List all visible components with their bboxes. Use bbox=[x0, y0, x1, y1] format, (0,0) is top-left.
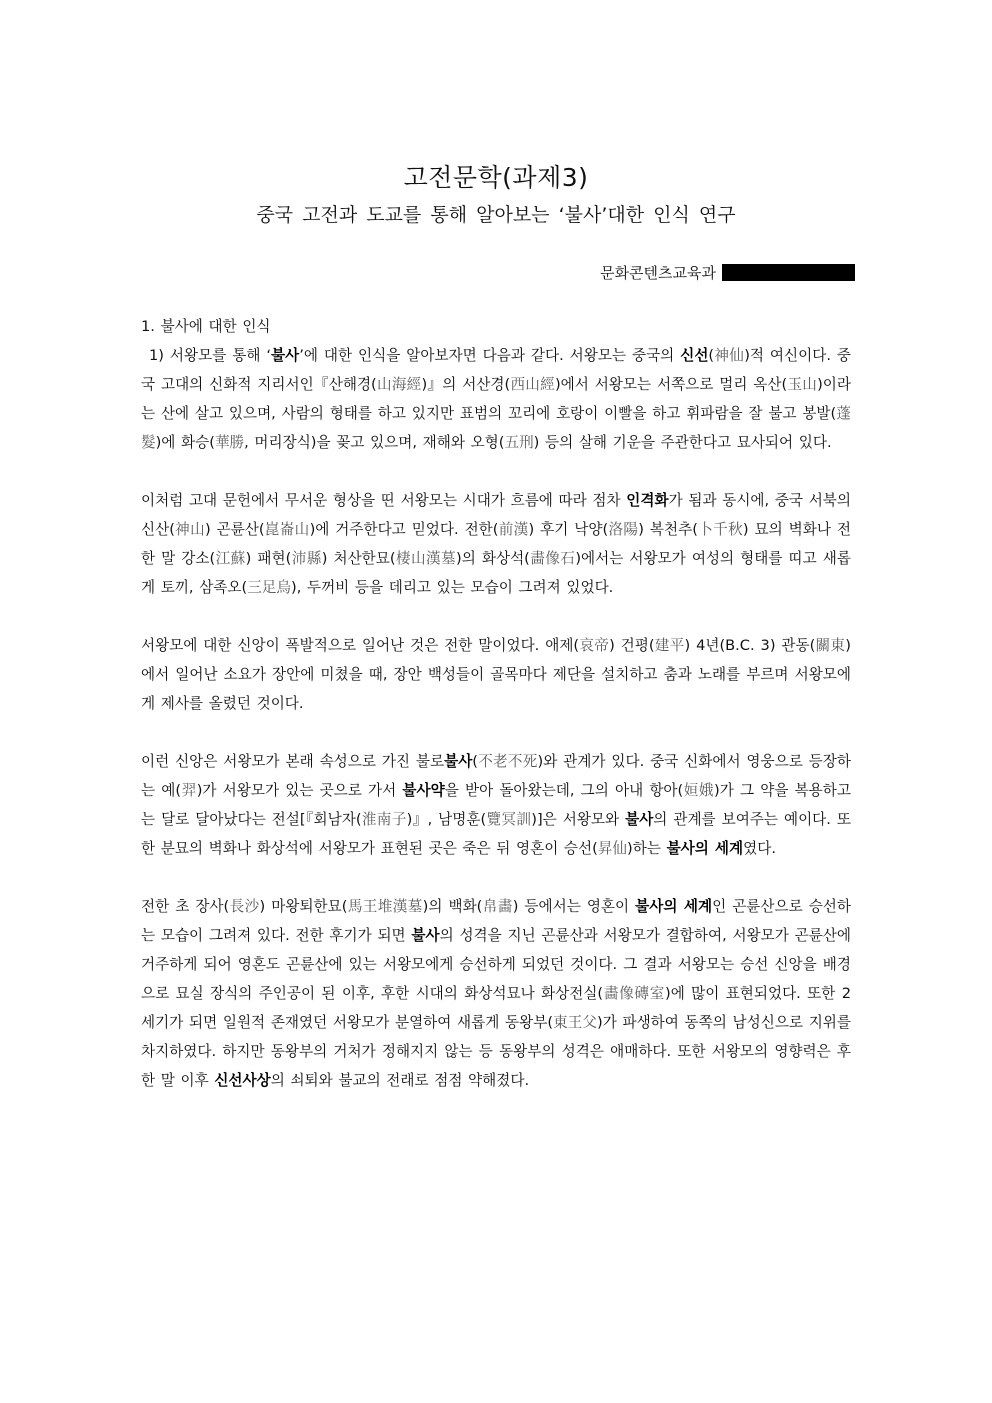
author-department: 문화콘텐츠교육과 bbox=[600, 263, 716, 282]
paragraph-gap bbox=[141, 602, 851, 631]
paragraph: 1) 서왕모를 통해 ‘불사’에 대한 인식을 알아보자면 다음과 같다. 서왕모는 중국의 신선(神仙)적 여신이다. 중국 고대의 신화적 지리서인『산해경(山海經)』의 서산경(西山經)에서 서왕모는 서쪽으로 멀리 옥산(玉山)이라는 산에 살고 있으며, 사람의 형태를 하고 있지만 표범의 꼬리에 호랑이 이빨을 하고 휘파람을 잘 불고 봉발(蓬髮)에 화승(華勝, 머리장식)을 꽂고 있으며, 재해와 오형(五刑) 등의 살해 기운을 주관한다고 묘사되어 있다. bbox=[141, 347, 851, 451]
paragraph: 서왕모에 대한 신앙이 폭발적으로 일어난 것은 전한 말이었다. 애제(哀帝) 건평(建平) 4년(B.C. 3) 관동(關東)에서 일어난 소요가 장안에 미쳤을 때, 장안 백성들이 골목마다 제단을 설치하고 춤과 노래를 부르며 서왕모에게 제사를 올렸던 것이다. bbox=[141, 637, 851, 712]
paragraph: 이처럼 고대 문헌에서 무서운 형상을 띤 서왕모는 시대가 흐름에 따라 점차 인격화가 됨과 동시에, 중국 서북의 신산(神山) 곤륜산(崑崙山)에 거주한다고 믿었다. 전한(前漢) 후기 낙양(洛陽) 복천추(卜千秋) 묘의 벽화나 전한 말 강소(江蘇) 패현(沛縣) 처산한묘(棲山漢墓)의 화상석(畵像石)에서는 서왕모가 여성의 형태를 띠고 새롭게 토끼, 삼족오(三足烏), 두꺼비 등을 데리고 있는 모습이 그려져 있었다. bbox=[141, 492, 851, 596]
redacted-author-name bbox=[722, 264, 855, 281]
paragraph-gap bbox=[141, 863, 851, 892]
paragraph-gap bbox=[141, 718, 851, 747]
document-title: 고전문학(과제3) bbox=[403, 163, 589, 192]
paragraph-gap bbox=[141, 457, 851, 486]
paragraph: 전한 초 장사(長沙) 마왕퇴한묘(馬王堆漢墓)의 백화(帛畵) 등에서는 영혼이 불사의 세계인 곤륜산으로 승선하는 모습이 그려져 있다. 전한 후기가 되면 불사의 성격을 지닌 곤륜산과 서왕모가 결합하여, 서왕모가 곤륜산에 거주하게 되어 영혼도 곤륜산에 있는 서왕모에게 승선하게 되었던 것이다. 그 결과 서왕모는 승선 신앙을 배경으로 묘실 장식의 주인공이 된 이후, 후한 시대의 화상석묘나 화상전실(畵像磚室)에 많이 표현되었다. 또한 2세기가 되면 일원적 존재였던 서왕모가 분열하여 새롭게 동왕부(東王父)가 파생하여 동쪽의 남성신으로 지위를 차지하였다. 하지만 동왕부의 거처가 정해지지 않는 등 동왕부의 성격은 애매하다. 또한 서왕모의 영향력은 후한 말 이후 신선사상의 쇠퇴와 불교의 전래로 점점 약해졌다. bbox=[141, 898, 851, 1089]
document-subtitle: 중국 고전과 도교를 통해 알아보는 ‘불사’대한 인식 연구 bbox=[256, 204, 736, 226]
section-heading: 1. 불사에 대한 인식 bbox=[141, 318, 271, 335]
document-body bbox=[141, 312, 851, 1095]
paragraph: 이런 신앙은 서왕모가 본래 속성으로 가진 불로불사(不老不死)와 관계가 있다. 중국 신화에서 영웅으로 등장하는 예(羿)가 서왕모가 있는 곳으로 가서 불사약을 받아 돌아왔는데, 그의 아내 항아(姮娥)가 그 약을 복용하고는 달로 달아났다는 전설[『회남자(淮南子)』, 남명훈(覽冥訓)]은 서왕모와 불사의 관계를 보여주는 예이다. 또한 분묘의 벽화나 화상석에 서왕모가 표현된 곳은 죽은 뒤 영혼이 승선(昇仙)하는 불사의 세계였다. bbox=[141, 753, 851, 857]
author-line bbox=[600, 259, 855, 285]
